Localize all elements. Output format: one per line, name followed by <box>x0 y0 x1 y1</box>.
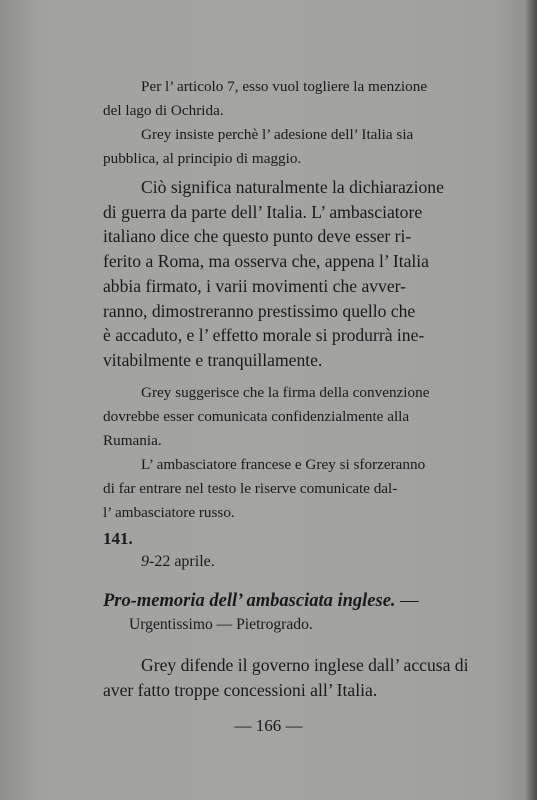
paragraph-3-line-7: è accaduto, e l’ effetto morale si produrrà ine- <box>103 325 425 346</box>
paragraph-1 <box>103 75 491 123</box>
paragraph-1-line-2: del lago di Ochrida. <box>103 102 224 119</box>
paragraph-5-line-2: di far entrare nel testo le riserve comunicate dal- <box>103 480 398 497</box>
paragraph-3-line-3: italiano dice che questo punto deve esser ri- <box>103 226 412 247</box>
paragraph-2-line-1: Grey insiste perchè l’ adesione dell’ Italia sia <box>141 126 414 143</box>
page-number: — 166 — <box>234 716 303 735</box>
paragraph-4-line-1: Grey suggerisce che la firma della convenzione <box>141 384 430 401</box>
closing-paragraph <box>103 653 491 702</box>
paragraph-5-line-1: L’ ambasciatore francese e Grey si sforzeranno <box>141 456 426 473</box>
paragraph-2 <box>103 123 491 171</box>
document-date <box>141 553 215 571</box>
paragraph-5 <box>103 453 491 525</box>
paragraph-3-line-8: vitabilmente e tranquillamente. <box>103 349 323 370</box>
document-subheading: Urgentissimo — Pietrogrado. <box>129 616 313 633</box>
document-date-day: 9 <box>141 553 149 570</box>
paragraph-4-line-3: Rumania. <box>103 432 162 449</box>
paragraph-3-line-1: Ciò significa naturalmente la dichiarazione <box>141 177 444 197</box>
paragraph-3 <box>103 175 491 373</box>
document-number: 141. <box>103 529 133 548</box>
paragraph-2-line-2: pubblica, al principio di maggio. <box>103 150 302 167</box>
paragraph-4-line-2: dovrebbe esser comunicata confidenzialmente alla <box>103 408 410 425</box>
paragraph-3-line-4: ferito a Roma, ma osserva che, appena l’ Italia <box>103 251 429 272</box>
paragraph-3-line-2: di guerra da parte dell’ Italia. L’ ambasciatore <box>103 201 423 222</box>
paragraph-5-line-3: l’ ambasciatore russo. <box>103 504 235 521</box>
document-date-rest: -22 aprile. <box>149 553 215 570</box>
paragraph-3-line-6: ranno, dimostreranno prestissimo quello che <box>103 300 416 321</box>
paragraph-1-line-1: Per l’ articolo 7, esso vuol togliere la menzione <box>141 78 428 95</box>
paragraph-4 <box>103 381 491 453</box>
closing-line-1: Grey difende il governo inglese dall’ accusa di <box>141 655 469 675</box>
closing-line-2: aver fatto troppe concessioni all’ Italia. <box>103 679 378 700</box>
document-heading-title: Pro-memoria dell’ ambasciata inglese. <box>103 591 396 611</box>
document-heading-dash: — <box>400 591 419 611</box>
paragraph-3-line-5: abbia firmato, i varii movimenti che avver- <box>103 275 407 296</box>
document-heading <box>103 591 493 612</box>
page-edge-shadow <box>525 0 537 800</box>
